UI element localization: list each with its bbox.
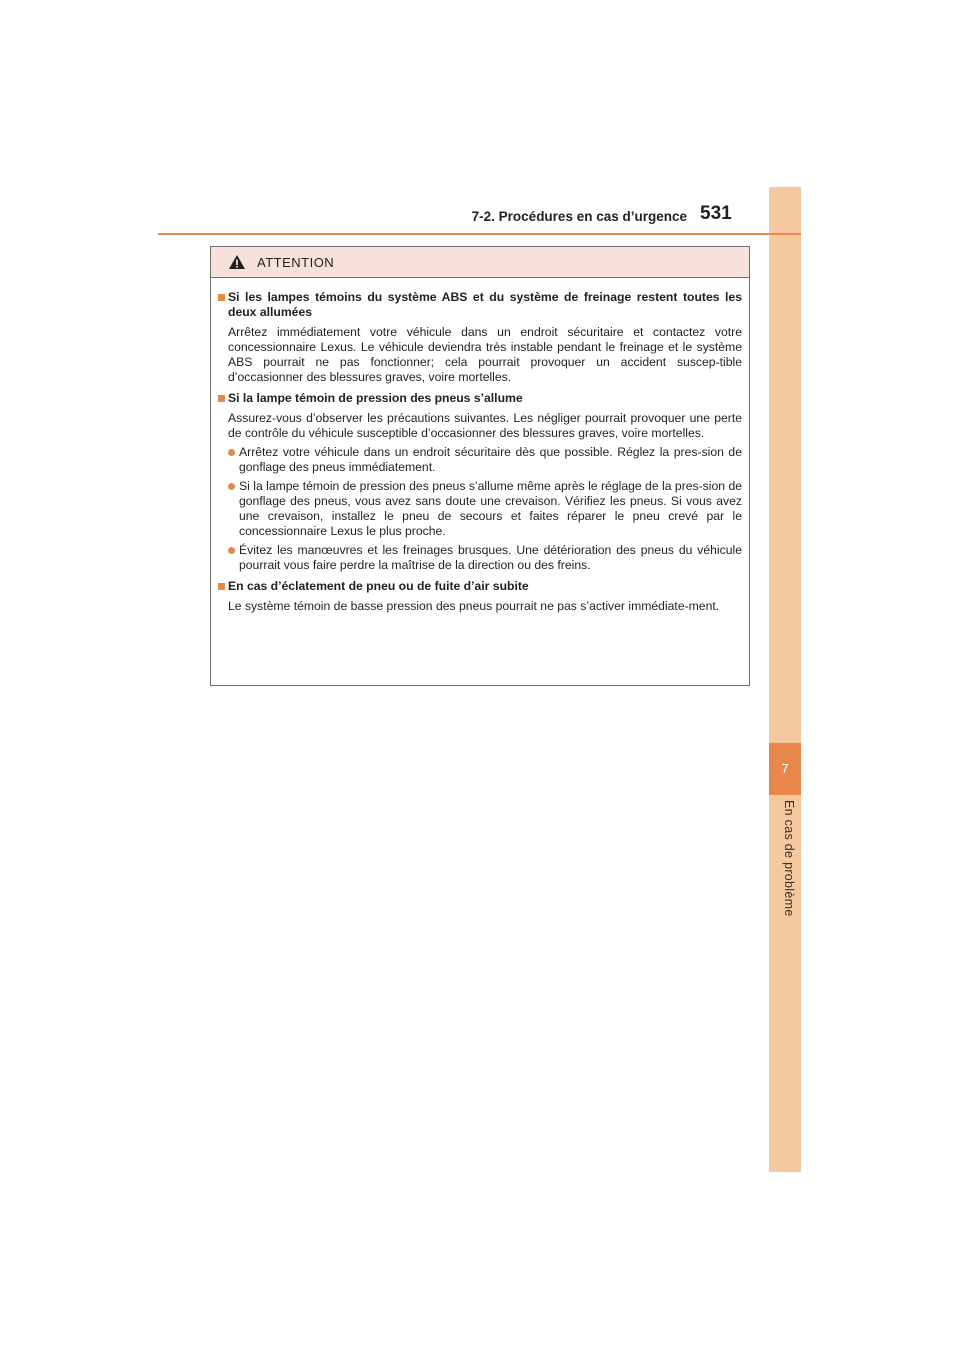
chapter-number: 7: [769, 743, 801, 795]
section-heading: En cas d’éclatement de pneu ou de fuite d’air subite: [228, 579, 529, 593]
chapter-title: En cas de problème: [782, 800, 796, 917]
round-bullet-icon: [228, 483, 235, 490]
header-rule: [158, 233, 801, 235]
round-bullet-icon: [228, 547, 235, 554]
section-title: [218, 579, 742, 594]
attention-body: [211, 278, 749, 614]
list-item: [218, 543, 742, 573]
list-item: [218, 445, 742, 475]
section-tire-pressure: [218, 391, 742, 573]
section-text: Assurez-vous d’observer les précautions suivantes. Les négliger pourrait provoquer une perte de contrôle du véhicule susceptible d’occasionner des blessures graves, voire mortelles.: [228, 411, 742, 440]
list-item: [218, 479, 742, 539]
attention-header: [211, 247, 749, 278]
list-item-text: Arrêtez votre véhicule dans un endroit sécuritaire dès que possible. Réglez la pres-sion de gonflage des pneus immédiatement.: [239, 445, 742, 474]
section-heading: Si les lampes témoins du système ABS et du système de freinage restent toutes les deux allumées: [228, 290, 742, 319]
list-item-text: Évitez les manœuvres et les freinages brusques. Une détérioration des pneus du véhicule pourrait vous faire perdre la maîtrise de la direction ou des freins.: [239, 543, 742, 572]
section-text: Arrêtez immédiatement votre véhicule dans un endroit sécuritaire et contactez votre concessionnaire Lexus. Le véhicule deviendra très instable pendant le freinage et le système ABS pourrait ne pas fonctionner; cela pourrait provoquer un accident suscep-tible d’occasionner des blessures graves, voire mortelles.: [228, 325, 742, 384]
section-blowout: [218, 579, 742, 614]
section-title: 7-2. Procédures en cas d’urgence: [471, 209, 687, 224]
square-bullet-icon: [218, 395, 225, 402]
section-title: [218, 290, 742, 320]
warning-triangle-icon: [228, 254, 246, 270]
square-bullet-icon: [218, 583, 225, 590]
round-bullet-icon: [228, 449, 235, 456]
square-bullet-icon: [218, 294, 225, 301]
attention-box: [210, 246, 750, 686]
section-text: Le système témoin de basse pression des pneus pourrait ne pas s’activer immédiate-ment.: [228, 599, 720, 613]
section-abs: [218, 290, 742, 385]
attention-title: ATTENTION: [257, 254, 335, 270]
section-title: [218, 391, 742, 406]
side-tab: [769, 187, 801, 1172]
list-item-text: Si la lampe témoin de pression des pneus s’allume même après le réglage de la pres-sion de gonflage des pneus, vous avez sans doute une crevaison. Vérifiez les pneus. Si vous avez une crevaison, installez le pneu de secours et faites réparer le pneu crevé par le concessionnaire Lexus le plus proche.: [239, 479, 742, 538]
page-number: 531: [700, 203, 732, 224]
section-heading: Si la lampe témoin de pression des pneus s’allume: [228, 391, 523, 405]
